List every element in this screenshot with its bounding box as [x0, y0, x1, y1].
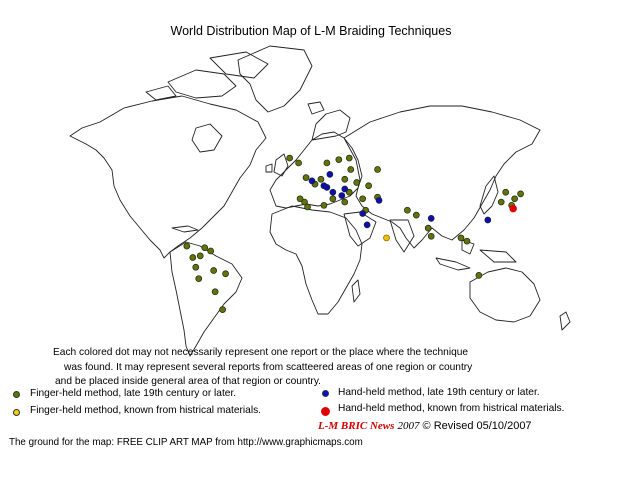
dot-center [350, 168, 352, 170]
madagascar-outline [352, 280, 360, 302]
dot-center [466, 240, 468, 242]
legend-dot-hand-late [322, 390, 329, 397]
dot-center [505, 191, 507, 193]
dot-center [356, 182, 358, 184]
credit-year: 2007 [397, 420, 420, 432]
dot-center [299, 198, 301, 200]
distribution-dots [184, 155, 524, 313]
note-line-3: and be placed inside general area of that region or country. [55, 376, 321, 387]
dot-center [307, 206, 309, 208]
dot-center [348, 191, 350, 193]
dot-center [365, 209, 367, 211]
dot-center [210, 250, 212, 252]
credit-line [318, 420, 532, 432]
new-zealand-outline [560, 312, 570, 330]
arctic-islands-outline [146, 52, 268, 100]
legend-finger-late: Finger-held method, late 19th century or later. [30, 388, 237, 399]
hudson-bay-outline [192, 124, 222, 152]
dot-center [332, 191, 334, 193]
south-america-outline [170, 242, 242, 356]
dot-center [362, 198, 364, 200]
legend-hand-historical: Hand-held method, known from histrical materials. [338, 403, 565, 414]
dot-center [341, 195, 343, 197]
dot-center [311, 180, 313, 182]
map-source-credit: The ground for the map: FREE CLIP ART MAP from http://www.graphicmaps.com [9, 437, 363, 448]
cuba-outline [172, 226, 198, 232]
dot-center [289, 157, 291, 159]
dot-center [213, 270, 215, 272]
credit-copyright: © [422, 420, 431, 432]
dot-center [326, 162, 328, 164]
map-title: World Distribution Map of L-M Braiding Techniques [170, 24, 452, 38]
arabia-outline [344, 212, 376, 246]
scandinavia-outline [312, 110, 350, 140]
legend-dot-hand-historical [321, 407, 330, 416]
dot-finger-historical [384, 235, 390, 241]
southeast-asia-islands-outline [436, 240, 516, 270]
greenland-outline [238, 46, 312, 112]
dot-center [192, 256, 194, 258]
dot-center [222, 309, 224, 311]
dot-center [430, 217, 432, 219]
note-line-2: was found. It may represent several reports from scatteered areas of one region or country [64, 361, 473, 373]
dot-center [298, 162, 300, 164]
dot-center [344, 188, 346, 190]
dot-center [198, 278, 200, 280]
dot-center [326, 186, 328, 188]
dot-center [314, 183, 316, 185]
dot-center [406, 209, 408, 211]
dot-center [378, 199, 380, 201]
dot-center [520, 193, 522, 195]
asia-outline [344, 106, 540, 248]
dot-center [487, 219, 489, 221]
dot-center [329, 173, 331, 175]
map-note [53, 346, 523, 390]
dot-center [366, 224, 368, 226]
british-isles-outline [266, 154, 288, 176]
dot-center [478, 274, 480, 276]
iceland-outline [308, 102, 324, 114]
dot-center [500, 201, 502, 203]
dot-center [195, 266, 197, 268]
continent-outlines [70, 46, 570, 356]
dot-center [338, 159, 340, 161]
legend-hand-late: Hand-held method, late 19th century or later. [338, 387, 540, 398]
dot-center [323, 204, 325, 206]
dot-center [332, 198, 334, 200]
dot-center [186, 245, 188, 247]
dot-center [430, 235, 432, 237]
africa-outline [270, 206, 362, 314]
legend-dot-finger-historical [13, 409, 20, 416]
dot-center [305, 177, 307, 179]
credit-brand: L-M BRIC News [318, 420, 395, 432]
dot-center [377, 168, 379, 170]
dot-center [348, 157, 350, 159]
north-america-outline [70, 96, 266, 258]
note-line-1: Each colored dot may not necessarily represent one report or the place where the technique [53, 347, 469, 358]
dot-center [214, 291, 216, 293]
legend-finger-historical: Finger-held method, known from histrical materials. [30, 405, 262, 416]
dot-center [204, 247, 206, 249]
credit-revised: Revised 05/10/2007 [433, 420, 532, 432]
dot-center [362, 212, 364, 214]
dot-center [225, 273, 227, 275]
dot-center [304, 201, 306, 203]
dot-center [344, 178, 346, 180]
dot-center [514, 198, 516, 200]
dot-center [460, 237, 462, 239]
legend-dot-finger-late [13, 391, 20, 398]
dot-center [427, 227, 429, 229]
dot-center [368, 185, 370, 187]
dot-center [320, 178, 322, 180]
japan-outline [480, 176, 498, 214]
india-outline [390, 220, 414, 252]
dot-center [344, 201, 346, 203]
dot-hand-historical [510, 205, 517, 212]
dot-center [415, 214, 417, 216]
dot-center [199, 255, 201, 257]
